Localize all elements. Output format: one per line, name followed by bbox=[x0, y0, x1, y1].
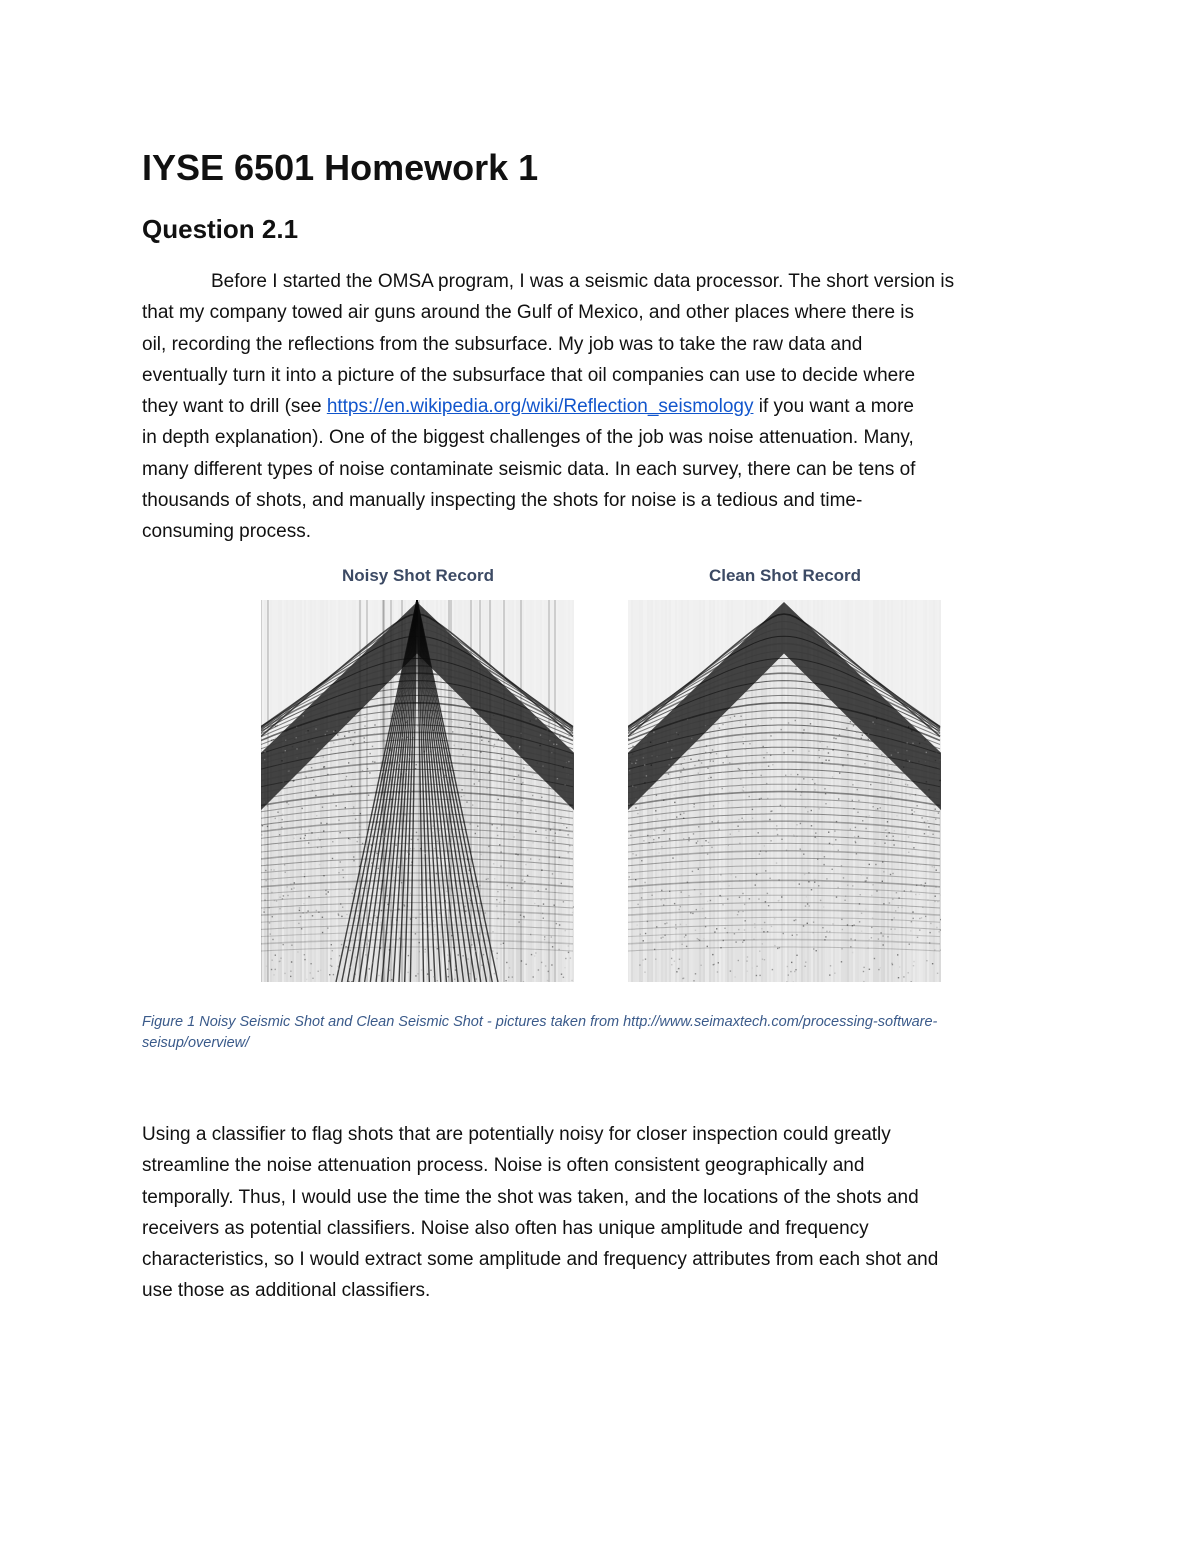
paragraph-line: consuming process. bbox=[142, 521, 311, 543]
caption-line: Figure 1 Noisy Seismic Shot and Clean Seismic Shot - pictures taken from http://www.seimaxtech.com/processing-software- bbox=[142, 1014, 938, 1030]
paragraph-line: Before I started the OMSA program, I was a seismic data processor. The short version is bbox=[211, 271, 955, 292]
caption-line: seisup/overview/ bbox=[142, 1035, 250, 1051]
paragraph-line: thousands of shots, and manually inspecting the shots for noise is a tedious and time- bbox=[142, 490, 863, 512]
paragraph-intro bbox=[142, 266, 1062, 548]
paragraph-line: that my company towed air guns around the Gulf of Mexico, and other places where there is bbox=[142, 302, 915, 324]
paragraph-line: use those as additional classifiers. bbox=[142, 1280, 431, 1302]
paragraph-line: eventually turn it into a picture of the subsurface that oil companies can use to decide where bbox=[142, 364, 916, 386]
paragraph-classifier bbox=[142, 1119, 1062, 1307]
paragraph-line: characteristics, so I would extract some amplitude and frequency attributes from each shot and bbox=[142, 1249, 939, 1271]
paragraph-line: in depth explanation). One of the biggest challenges of the job was noise attenuation. Many, bbox=[142, 427, 914, 449]
paragraph-line: many different types of noise contaminate seismic data. In each survey, there can be tens of bbox=[142, 458, 916, 480]
figure-caption bbox=[142, 1012, 1042, 1054]
link-prefix-text: they want to drill (see bbox=[142, 396, 327, 418]
paragraph-line-with-link bbox=[142, 391, 1062, 422]
paragraph-line: temporally. Thus, I would use the time the shot was taken, and the locations of the shots and bbox=[142, 1186, 919, 1208]
clean-shot-record-title: Clean Shot Record bbox=[708, 566, 862, 585]
question-heading: Question 2.1 bbox=[142, 214, 299, 244]
wikipedia-link[interactable]: https://en.wikipedia.org/wiki/Reflection_seismology bbox=[326, 396, 754, 418]
paragraph-line: Using a classifier to flag shots that are potentially noisy for closer inspection could greatly bbox=[142, 1124, 891, 1145]
noisy-shot-record-title: Noisy Shot Record bbox=[341, 566, 495, 585]
noisy-shot-record-image bbox=[261, 600, 574, 982]
paragraph-line: receivers as potential classifiers. Noise also often has unique amplitude and frequency bbox=[142, 1217, 869, 1239]
clean-shot-record-image bbox=[628, 600, 941, 982]
paragraph-line: oil, recording the reflections from the subsurface. My job was to take the raw data and bbox=[142, 333, 863, 355]
link-suffix-text: if you want a more bbox=[753, 396, 914, 418]
paragraph-line: streamline the noise attenuation process. Noise is often consistent geographically and bbox=[142, 1155, 865, 1177]
document-title: IYSE 6501 Homework 1 bbox=[142, 147, 539, 188]
